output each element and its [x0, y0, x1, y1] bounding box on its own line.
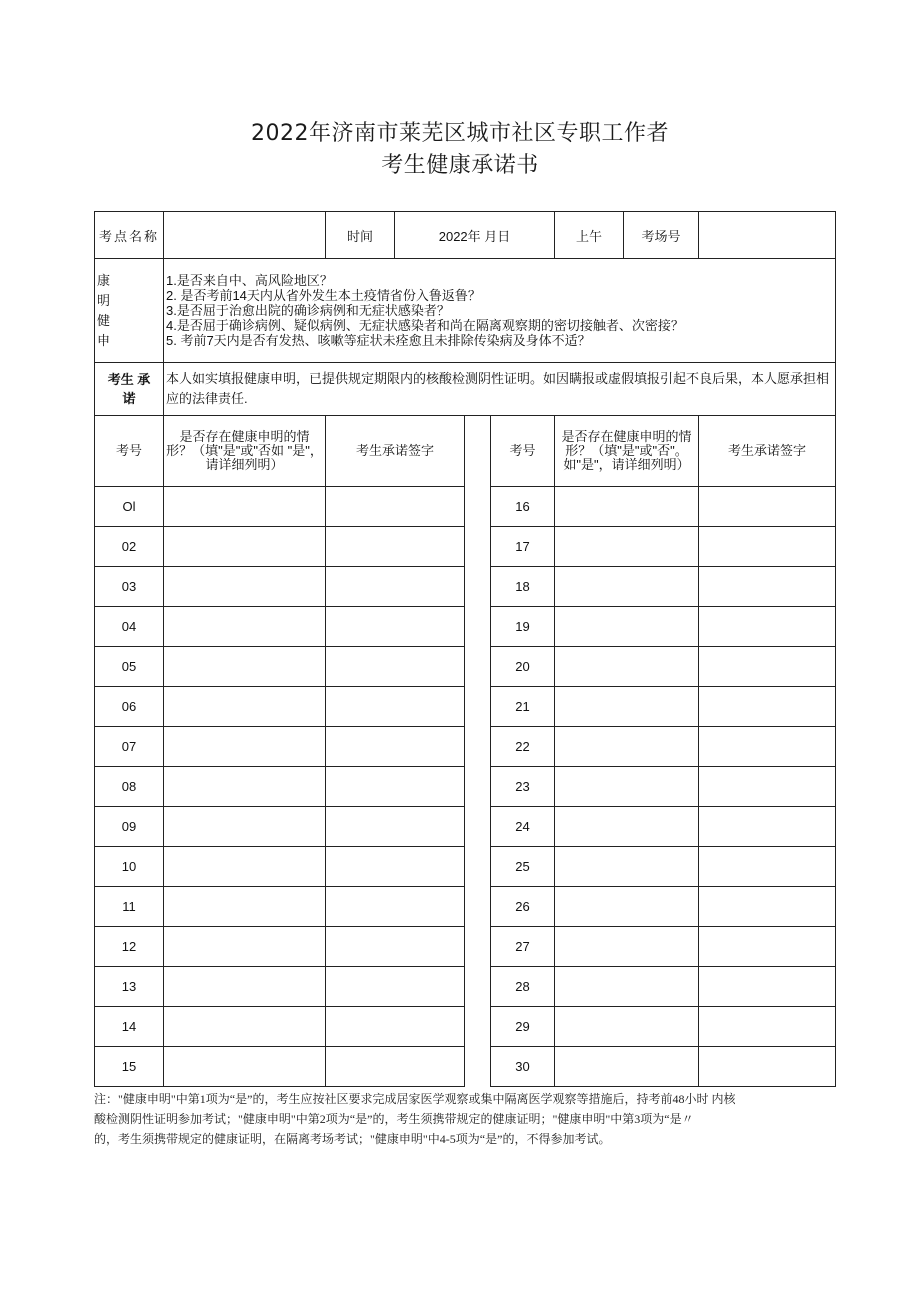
- health-status-field-left[interactable]: [164, 527, 326, 567]
- col-signature-right: 考生承诺签字: [699, 416, 836, 487]
- exam-number-left: Ol: [95, 487, 164, 527]
- footnote-line: 的，考生须携带规定的健康证明，在隔离考场考试；"健康申明"中4-5项为“是”的，不得参加考试。: [94, 1132, 611, 1146]
- exam-number-right: 19: [491, 607, 555, 647]
- period-field[interactable]: 上午: [555, 212, 624, 259]
- exam-number-right: 30: [491, 1047, 555, 1087]
- health-status-field-left[interactable]: [164, 927, 326, 967]
- col-signature-left: 考生承诺签字: [326, 416, 465, 487]
- health-status-field-left[interactable]: [164, 807, 326, 847]
- signature-field-right[interactable]: [699, 807, 836, 847]
- health-status-field-left[interactable]: [164, 967, 326, 1007]
- exam-number-left: 08: [95, 767, 164, 807]
- exam-number-left: 15: [95, 1047, 164, 1087]
- column-gap: [465, 487, 491, 527]
- column-gap: [465, 927, 491, 967]
- table-row: [95, 687, 836, 727]
- health-status-field-right[interactable]: [555, 807, 699, 847]
- exam-number-left: 14: [95, 1007, 164, 1047]
- health-status-field-right[interactable]: [555, 967, 699, 1007]
- table-row: [95, 967, 836, 1007]
- page-title: 2022年济南市莱芜区城市社区专职工作者: [251, 121, 669, 146]
- exam-number-right: 29: [491, 1007, 555, 1047]
- promise-row: [95, 363, 836, 416]
- signature-field-left[interactable]: [326, 767, 465, 807]
- signature-field-left[interactable]: [326, 927, 465, 967]
- exam-number-left: 12: [95, 927, 164, 967]
- column-gap: [465, 607, 491, 647]
- signature-field-right[interactable]: [699, 1047, 836, 1087]
- signature-field-right[interactable]: [699, 527, 836, 567]
- column-gap: [465, 727, 491, 767]
- time-label: 时间: [326, 212, 395, 259]
- column-gap: [465, 967, 491, 1007]
- exam-number-left: 13: [95, 967, 164, 1007]
- exam-number-right: 26: [491, 887, 555, 927]
- signature-field-right[interactable]: [699, 727, 836, 767]
- table-row: [95, 487, 836, 527]
- health-status-field-right[interactable]: [555, 527, 699, 567]
- site-label: 考点名称: [95, 212, 164, 259]
- exam-number-left: 05: [95, 647, 164, 687]
- signature-field-right[interactable]: [699, 847, 836, 887]
- column-header-row: [95, 416, 836, 487]
- footnote-line: 酸检测阴性证明参加考试；"健康申明"中第2项为“是”的，考生须携带规定的健康证明；"健康申明"中第3项为“是〃: [94, 1112, 694, 1126]
- promise-text: 本人如实填报健康申明，已提供规定期限内的核酸检测阴性证明。如因瞒报或虚假填报引起不良后果，本人愿承担相应的法律责任.: [164, 363, 836, 416]
- header-row: [95, 212, 836, 259]
- exam-number-right: 22: [491, 727, 555, 767]
- room-number-field[interactable]: [699, 212, 836, 259]
- signature-field-left[interactable]: [326, 1007, 465, 1047]
- signature-field-left[interactable]: [326, 647, 465, 687]
- site-name-field[interactable]: [164, 212, 326, 259]
- declaration-item: 1.是否来自中、高风险地区？: [166, 273, 333, 288]
- health-status-field-right[interactable]: [555, 927, 699, 967]
- room-label: 考场号: [624, 212, 699, 259]
- examinee-rows: [95, 487, 836, 1087]
- signature-field-left[interactable]: [326, 847, 465, 887]
- health-status-field-left[interactable]: [164, 887, 326, 927]
- column-gap: [465, 887, 491, 927]
- signature-field-right[interactable]: [699, 607, 836, 647]
- exam-number-right: 16: [491, 487, 555, 527]
- table-row: [95, 647, 836, 687]
- exam-number-right: 17: [491, 527, 555, 567]
- signature-field-left[interactable]: [326, 727, 465, 767]
- health-status-field-right[interactable]: [555, 887, 699, 927]
- signature-field-left[interactable]: [326, 527, 465, 567]
- health-status-field-left[interactable]: [164, 1047, 326, 1087]
- table-row: [95, 527, 836, 567]
- declaration-items: [164, 259, 836, 363]
- exam-number-left: 03: [95, 567, 164, 607]
- signature-field-left[interactable]: [326, 887, 465, 927]
- signature-field-left[interactable]: [326, 487, 465, 527]
- health-status-field-left[interactable]: [164, 767, 326, 807]
- health-status-field-left[interactable]: [164, 567, 326, 607]
- col-number-right: 考号: [491, 416, 555, 487]
- health-status-field-right[interactable]: [555, 687, 699, 727]
- health-status-field-right[interactable]: [555, 647, 699, 687]
- col-question-left: 是否存在健康申明的情 形？（填"是"或"否如 "是"，请详细列明）: [164, 416, 326, 487]
- health-status-field-right[interactable]: [555, 607, 699, 647]
- column-gap: [465, 647, 491, 687]
- health-status-field-left[interactable]: [164, 647, 326, 687]
- table-row: [95, 767, 836, 807]
- health-status-field-left[interactable]: [164, 1007, 326, 1047]
- declaration-row: [95, 259, 836, 363]
- date-field[interactable]: 2022年 月日: [395, 212, 555, 259]
- exam-number-right: 28: [491, 967, 555, 1007]
- signature-field-right[interactable]: [699, 647, 836, 687]
- signature-field-left[interactable]: [326, 807, 465, 847]
- table-row: [95, 807, 836, 847]
- health-status-field-right[interactable]: [555, 1047, 699, 1087]
- health-status-field-right[interactable]: [555, 727, 699, 767]
- exam-number-right: 18: [491, 567, 555, 607]
- exam-number-left: 11: [95, 887, 164, 927]
- exam-number-right: 25: [491, 847, 555, 887]
- declaration-item: 5. 考前7天内是否有发热、咳嗽等症状未痊愈且未排除传染病及身体不适？: [166, 333, 591, 348]
- column-gap: [465, 416, 491, 487]
- health-status-field-left[interactable]: [164, 687, 326, 727]
- signature-field-right[interactable]: [699, 1007, 836, 1047]
- exam-number-left: 10: [95, 847, 164, 887]
- health-status-field-right[interactable]: [555, 487, 699, 527]
- footnote-line: 注："健康申明"中第1项为“是”的，考生应按社区要求完成居家医学观察或集中隔离医学观察等措施后，持考前48小时 内核: [94, 1092, 736, 1106]
- health-status-field-right[interactable]: [555, 847, 699, 887]
- column-gap: [465, 567, 491, 607]
- col-number-left: 考号: [95, 416, 164, 487]
- declaration-item: 4.是否屈于确诊病例、疑似病例、无症状感染者和尚在隔离观察期的密切接触者、次密接？: [166, 318, 684, 333]
- signature-field-right[interactable]: [699, 967, 836, 1007]
- footnote: [94, 1089, 839, 1149]
- table-row: [95, 847, 836, 887]
- health-status-field-right[interactable]: [555, 567, 699, 607]
- health-status-field-left[interactable]: [164, 847, 326, 887]
- exam-number-right: 20: [491, 647, 555, 687]
- column-gap: [465, 1047, 491, 1087]
- signature-field-right[interactable]: [699, 567, 836, 607]
- exam-number-left: 06: [95, 687, 164, 727]
- column-gap: [465, 1007, 491, 1047]
- health-status-field-left[interactable]: [164, 487, 326, 527]
- signature-field-left[interactable]: [326, 967, 465, 1007]
- signature-field-left[interactable]: [326, 1047, 465, 1087]
- signature-field-right[interactable]: [699, 887, 836, 927]
- exam-number-right: 24: [491, 807, 555, 847]
- exam-number-left: 02: [95, 527, 164, 567]
- signature-field-right[interactable]: [699, 767, 836, 807]
- col-question-right: 是否存在健康申明的情形？（填"是"或"否"。如"是"，请详细列明）: [555, 416, 699, 487]
- exam-number-right: 21: [491, 687, 555, 727]
- exam-number-right: 27: [491, 927, 555, 967]
- health-commitment-form: [94, 211, 836, 1087]
- health-status-field-right[interactable]: [555, 767, 699, 807]
- promise-label: 考生 承 诺: [95, 363, 164, 416]
- table-row: [95, 927, 836, 967]
- signature-field-left[interactable]: [326, 607, 465, 647]
- health-status-field-left[interactable]: [164, 607, 326, 647]
- exam-number-left: 09: [95, 807, 164, 847]
- signature-field-left[interactable]: [326, 687, 465, 727]
- signature-field-left[interactable]: [326, 567, 465, 607]
- column-gap: [465, 767, 491, 807]
- health-status-field-right[interactable]: [555, 1007, 699, 1047]
- exam-number-left: 07: [95, 727, 164, 767]
- table-row: [95, 567, 836, 607]
- declaration-item: 3.是否屈于治愈出院的确诊病例和无症状感染者？: [166, 303, 450, 318]
- table-row: [95, 1047, 836, 1087]
- declaration-item: 2. 是否考前14天内从省外发生本土疫情省份入鲁返鲁？: [166, 288, 481, 303]
- column-gap: [465, 847, 491, 887]
- column-gap: [465, 687, 491, 727]
- signature-field-right[interactable]: [699, 487, 836, 527]
- declaration-label: 康 明 健 申: [95, 259, 164, 363]
- exam-number-right: 23: [491, 767, 555, 807]
- column-gap: [465, 527, 491, 567]
- signature-field-right[interactable]: [699, 687, 836, 727]
- signature-field-right[interactable]: [699, 927, 836, 967]
- table-row: [95, 1007, 836, 1047]
- table-row: [95, 607, 836, 647]
- column-gap: [465, 807, 491, 847]
- exam-number-left: 04: [95, 607, 164, 647]
- table-row: [95, 727, 836, 767]
- health-status-field-left[interactable]: [164, 727, 326, 767]
- table-row: [95, 887, 836, 927]
- page-subtitle: 考生健康承诺书: [381, 153, 539, 178]
